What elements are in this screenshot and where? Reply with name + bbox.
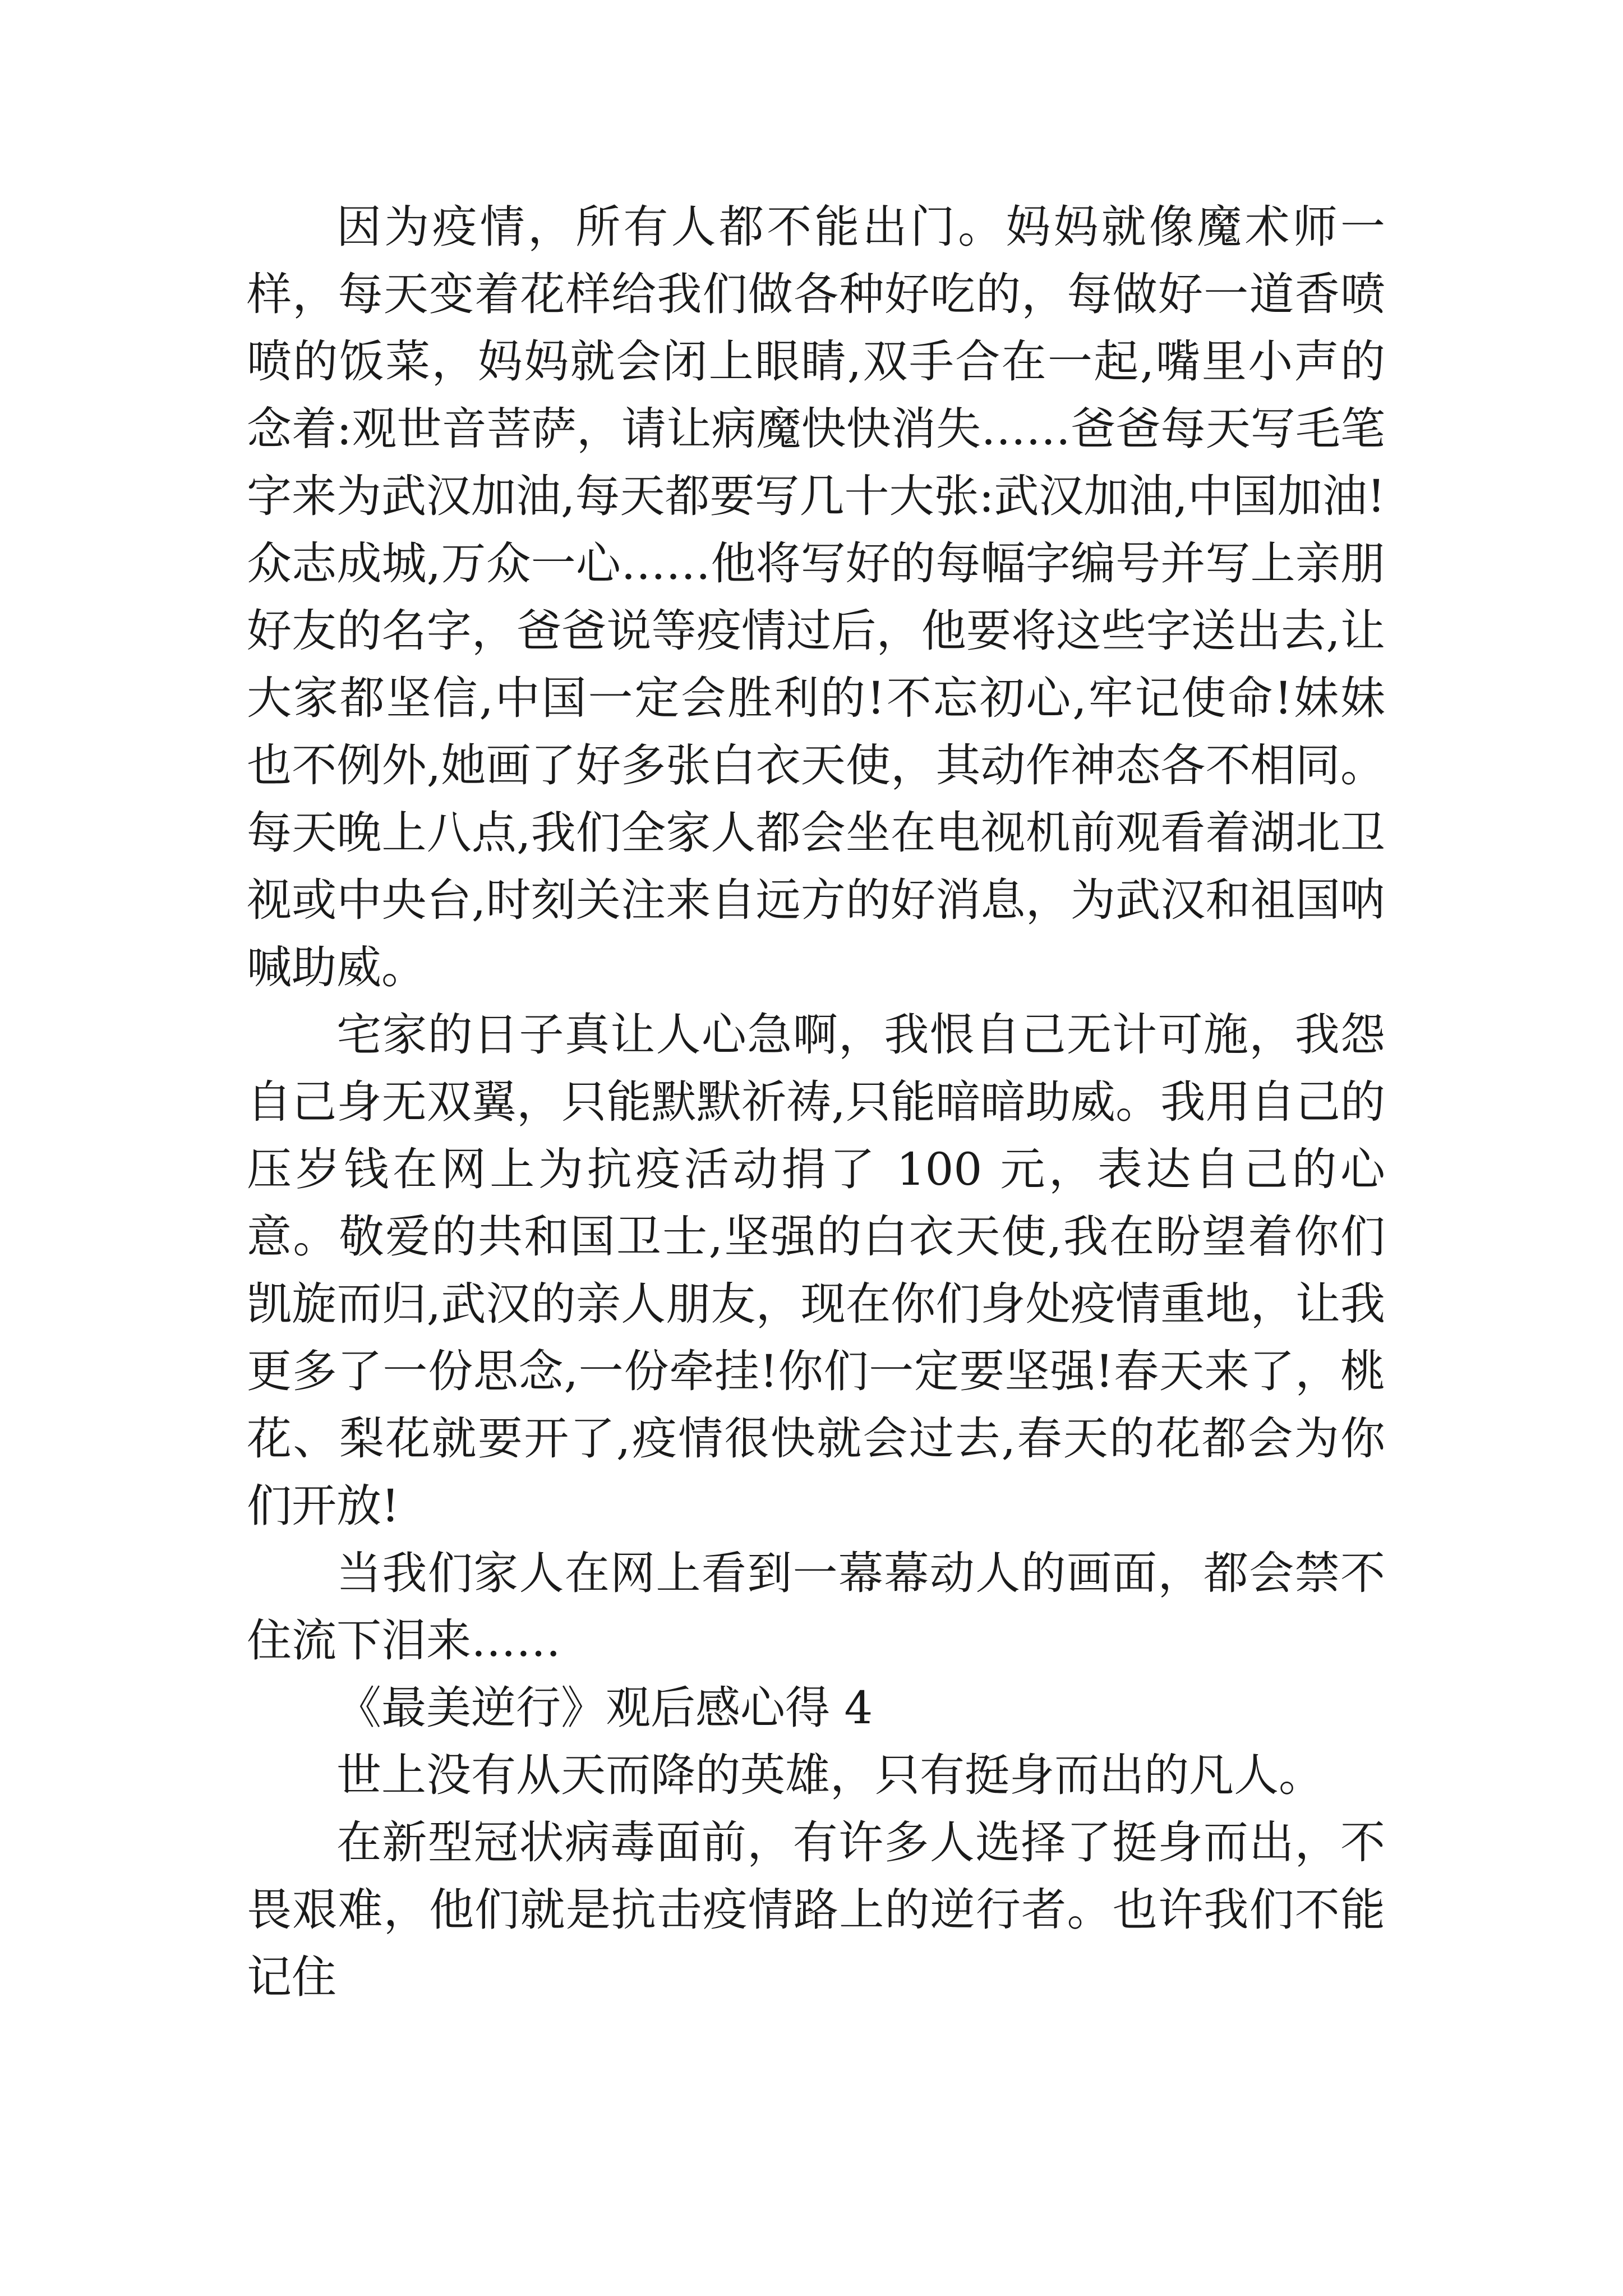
paragraph-heroes: 世上没有从天而降的英雄，只有挺身而出的凡人。 (336, 1749, 1324, 1801)
paragraph-retrograde: 在新型冠状病毒面前，有许多人选择了挺身而出，不畏艰难，他们就是抗击疫情路上的逆行者。也许我们不能记住 (247, 1816, 1385, 2003)
paragraph-family-at-home: 因为疫情，所有人都不能出门。妈妈就像魔术师一样，每天变着花样给我们做各种好吃的，每做好一道香喷喷的饭菜，妈妈就会闭上眼睛,双手合在一起,嘴里小声的念着:观世音菩萨，请让病魔快快消失……爸爸每天写毛笔字来为武汉加油,每天都要写几十大张:武汉加油,中国加油!众志成城,万众一心……他将写好的每幅字编号并写上亲朋好友的名字，爸爸说等疫情过后，他要将这些字送出去,让大家都坚信,中国一定会胜利的!不忘初心,牢记使命!妹妹也不例外,她画了好多张白衣天使，其动作神态各不相同。每天晚上八点,我们全家人都会坐在电视机前观看着湖北卫视或中央台,时刻关注来自远方的好消息，为武汉和祖国呐喊助威。 (247, 201, 1385, 993)
paragraph-tears: 当我们家人在网上看到一幕幕动人的画面，都会禁不住流下泪来…… (247, 1547, 1385, 1667)
paragraph-staying-home: 宅家的日子真让人心急啊，我恨自己无计可施，我怨自己身无双翼，只能默默祈祷,只能暗暗助威。我用自己的压岁钱在网上为抗疫活动捐了 100 元，表达自己的心意。敬爱的共和国卫士,坚强的白衣天使,我在盼望着你们凯旋而归,武汉的亲人朋友，现在你们身处疫情重地，让我更多了一份思念,一份牵挂!你们一定要坚强!春天来了，桃花、梨花就要开了,疫情很快就会过去,春天的花都会为你们开放! (247, 1009, 1385, 1532)
section-heading: 《最美逆行》观后感心得 4 (336, 1682, 873, 1734)
document-body (247, 194, 1385, 2011)
